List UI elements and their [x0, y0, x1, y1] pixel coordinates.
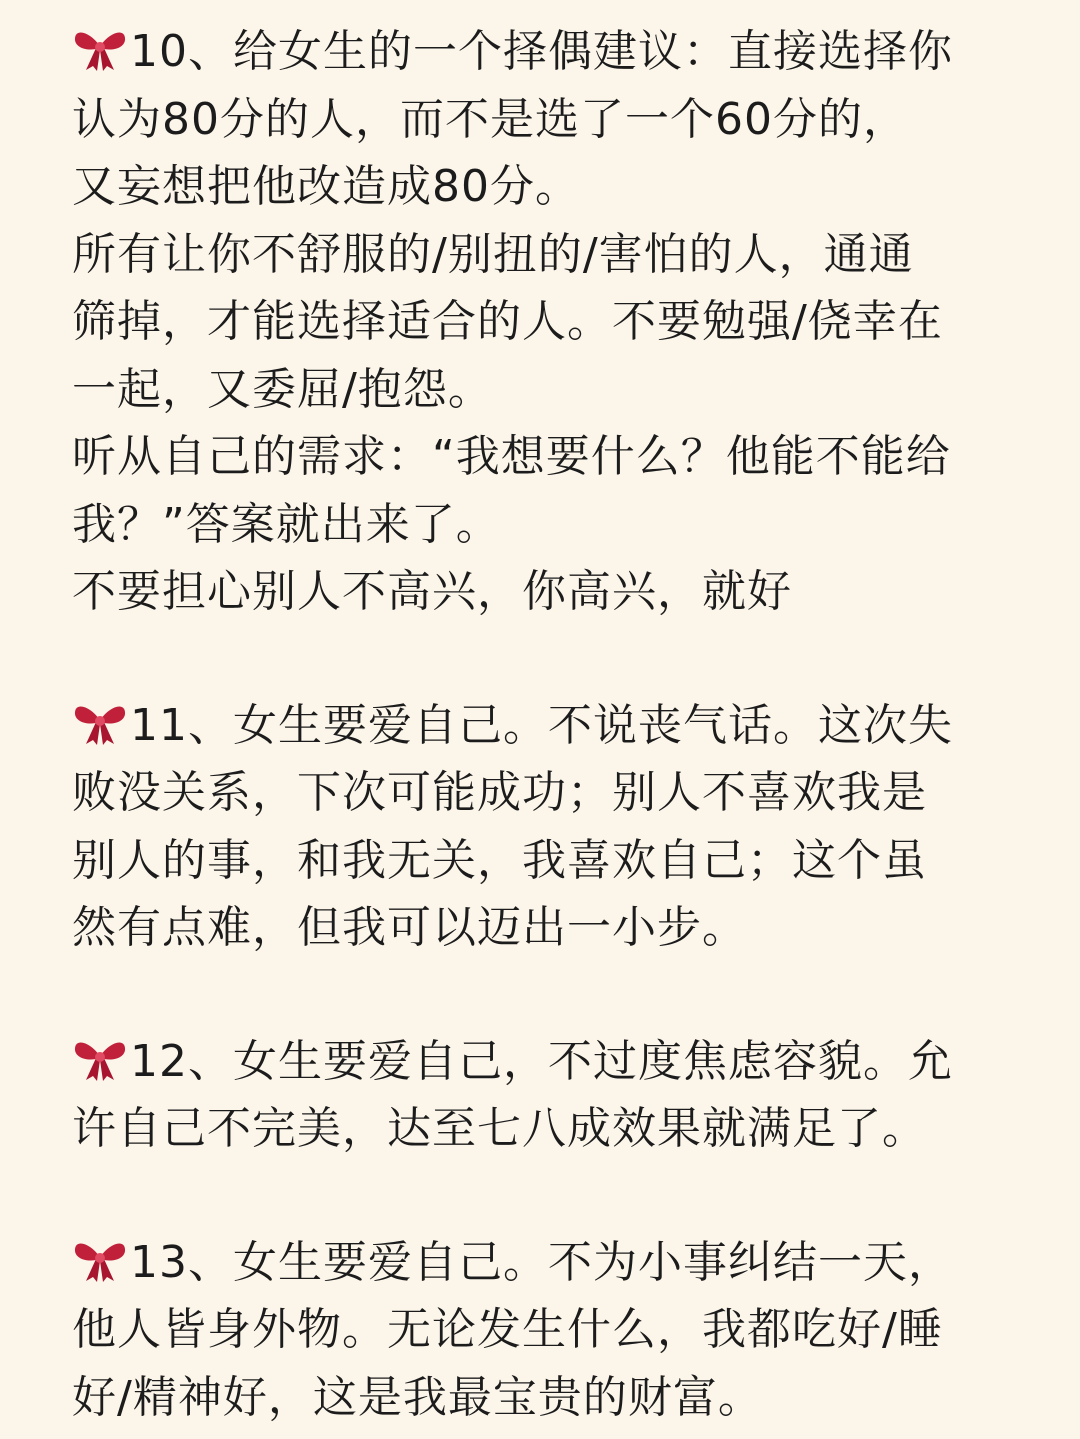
tip-line: 听从自己的需求：“我想要什么？他能不能给 — [72, 431, 951, 482]
tip-12 — [72, 1028, 1020, 1163]
tip-13 — [72, 1229, 1020, 1432]
tip-line: 败没关系，下次可能成功；别人不喜欢我是 — [72, 767, 927, 818]
tip-11 — [72, 692, 1020, 962]
tip-line: 13、女生要爱自己。不为小事纠结一天， — [72, 1229, 1020, 1297]
tip-line: 我？”答案就出来了。 — [72, 498, 501, 550]
tip-line: 认为80分的人，而不是选了一个60分的， — [72, 93, 908, 145]
tip-line: 一起，又委屈/抱怨。 — [72, 363, 493, 415]
corner-fade — [980, 18, 1020, 86]
tip-10 — [72, 18, 1020, 626]
ribbon-bow-icon — [72, 700, 128, 746]
tip-line: 12、女生要爱自己，不过度焦虑容貌。允 — [72, 1028, 1020, 1096]
tip-line: 所有让你不舒服的/别扭的/害怕的人，通通 — [72, 228, 914, 280]
ribbon-bow-icon — [72, 1237, 128, 1283]
tip-line: 筛掉，才能选择适合的人。不要勉强/侥幸在 — [72, 296, 943, 347]
tip-line: 别人的事，和我无关，我喜欢自己；这个虽 — [72, 834, 927, 886]
tip-line: 许自己不完美，达至七八成效果就满足了。 — [72, 1103, 927, 1154]
tip-line: 10、给女生的一个择偶建议：直接选择你 — [72, 18, 1020, 86]
ribbon-bow-icon — [72, 1036, 128, 1082]
tip-line: 11、女生要爱自己。不说丧气话。这次失 — [72, 692, 1020, 760]
tip-line: 不要担心别人不高兴，你高兴，就好 — [72, 566, 792, 617]
tip-line: 然有点难，但我可以迈出一小步。 — [72, 902, 747, 953]
tip-line: 他人皆身外物。无论发生什么，我都吃好/睡 — [72, 1304, 943, 1355]
tip-line: 又妄想把他改造成80分。 — [72, 161, 580, 212]
tip-line: 好/精神好，这是我最宝贵的财富。 — [72, 1371, 763, 1423]
ribbon-bow-icon — [72, 26, 128, 72]
